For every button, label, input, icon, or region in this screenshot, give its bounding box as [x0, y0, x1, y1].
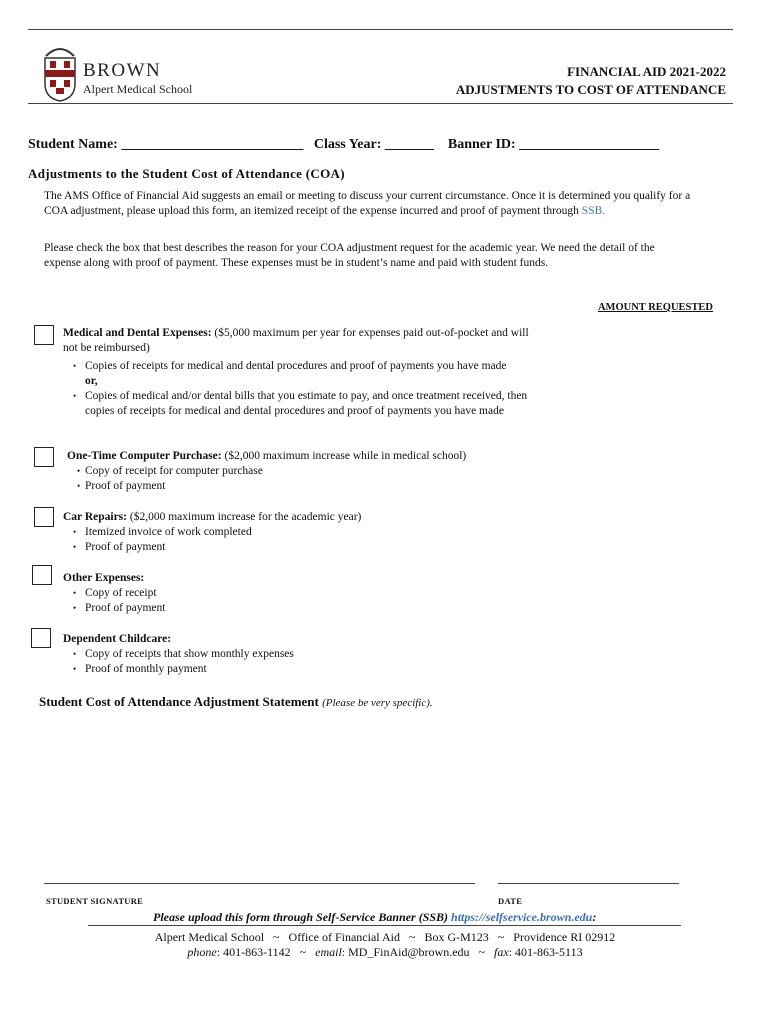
student-signature-label: STUDENT SIGNATURE — [46, 896, 144, 906]
brown-shield-logo — [43, 44, 77, 102]
list-item: • Copy of receipt for computer purchase — [67, 464, 547, 479]
medical-dental-checkbox[interactable] — [34, 325, 54, 345]
computer-purchase-checkbox[interactable] — [34, 447, 54, 467]
intro-paragraph-1: The AMS Office of Financial Aid suggests an email or meeting to discuss your current circumstance. Once it is determined you qualify for a COA adjustment, please upload this form, an itemized receipt of the expense incurred and proof of payment through SSB. — [44, 190, 691, 217]
or-text: or, — [85, 375, 98, 387]
list-item: • Proof of monthly payment — [63, 662, 543, 677]
other-expenses-section: Other Expenses: • Copy of receipt • Proof of payment — [63, 571, 543, 616]
list-item: • Copies of receipts for medical and dental procedures and proof of payments you have made — [63, 359, 541, 374]
header-rule — [28, 103, 733, 104]
date-label: DATE — [498, 896, 523, 906]
list-item: • Proof of payment — [63, 540, 543, 555]
form-title-line1: FINANCIAL AID 2021-2022 — [567, 64, 726, 79]
student-info-fields[interactable]: Student Name: __________________________ Class Year: _______ Banner ID: ____________________ — [28, 137, 660, 152]
computer-purchase-section: One-Time Computer Purchase: ($2,000 maximum increase while in medical school) • Copy of receipt for computer purchase • Proof of payment — [67, 449, 547, 494]
footer-contact: phone: 401-863-1142 ~ email: MD_FinAid@brown.edu ~ fax: 401-863-5113 — [187, 945, 583, 959]
dependent-childcare-section: Dependent Childcare: • Copy of receipts that show monthly expenses • Proof of monthly payment — [63, 632, 543, 677]
date-line[interactable] — [498, 883, 679, 884]
signature-line[interactable] — [44, 883, 475, 884]
footer-address: Alpert Medical School ~ Office of Financial Aid ~ Box G-M123 ~ Providence RI 02912 — [154, 930, 616, 944]
list-item: • Itemized invoice of work completed — [63, 525, 543, 540]
car-repairs-checkbox[interactable] — [34, 507, 54, 527]
list-item: • Proof of payment — [67, 479, 547, 494]
dependent-childcare-checkbox[interactable] — [31, 628, 51, 648]
car-repairs-section: Car Repairs: ($2,000 maximum increase for the academic year) • Itemized invoice of work completed • Proof of payment — [63, 510, 543, 555]
other-expenses-checkbox[interactable] — [32, 565, 52, 585]
list-item: • Copy of receipts that show monthly expenses — [63, 647, 543, 662]
selfservice-link[interactable]: https://selfservice.brown.edu — [451, 910, 593, 924]
coa-heading: Adjustments to the Student Cost of Attendance (COA) — [28, 166, 345, 181]
medical-dental-section: Medical and Dental Expenses: ($5,000 maximum per year for expenses paid out-of-pocket and will not be reimbursed) • Copies of receipts for medical and dental procedures and proof of payments you have made or, • Copies of medical and/or dental bills that you estimate to pay, and once treatment received, then copies of receipts for medical and dental procedures and proof of payments you have made — [63, 326, 541, 419]
top-rule — [28, 29, 733, 30]
logo-name: BROWN — [83, 60, 162, 81]
logo-subtitle: Alpert Medical School — [83, 82, 193, 96]
list-item: • Copy of receipt — [63, 586, 543, 601]
footer-rule — [88, 925, 681, 926]
upload-instruction: Please upload this form through Self-Service Banner (SSB) https://selfservice.brown.edu: — [153, 910, 597, 924]
email-address[interactable]: : MD_FinAid@brown.edu ~ — [341, 945, 495, 959]
adjustment-statement-label: Student Cost of Attendance Adjustment Statement (Please be very specific). — [39, 694, 433, 709]
intro-paragraph-2: Please check the box that best describes the reason for your COA adjustment request for the academic year. We need the detail of the expense along with proof of payment. These expenses must be in student’s name and paid with student funds. — [44, 242, 655, 269]
form-title-line2: ADJUSTMENTS TO COST OF ATTENDANCE — [455, 82, 726, 97]
adjustment-statement-area[interactable] — [39, 716, 729, 866]
list-item: • Proof of payment — [63, 601, 543, 616]
ssb-link[interactable]: SSB. — [581, 205, 606, 217]
list-item: • Copies of medical and/or dental bills that you estimate to pay, and once treatment received, then copies of receipts for medical and dental procedures and proof of payments you have made — [63, 389, 541, 419]
amount-requested-header: AMOUNT REQUESTED — [597, 302, 713, 313]
